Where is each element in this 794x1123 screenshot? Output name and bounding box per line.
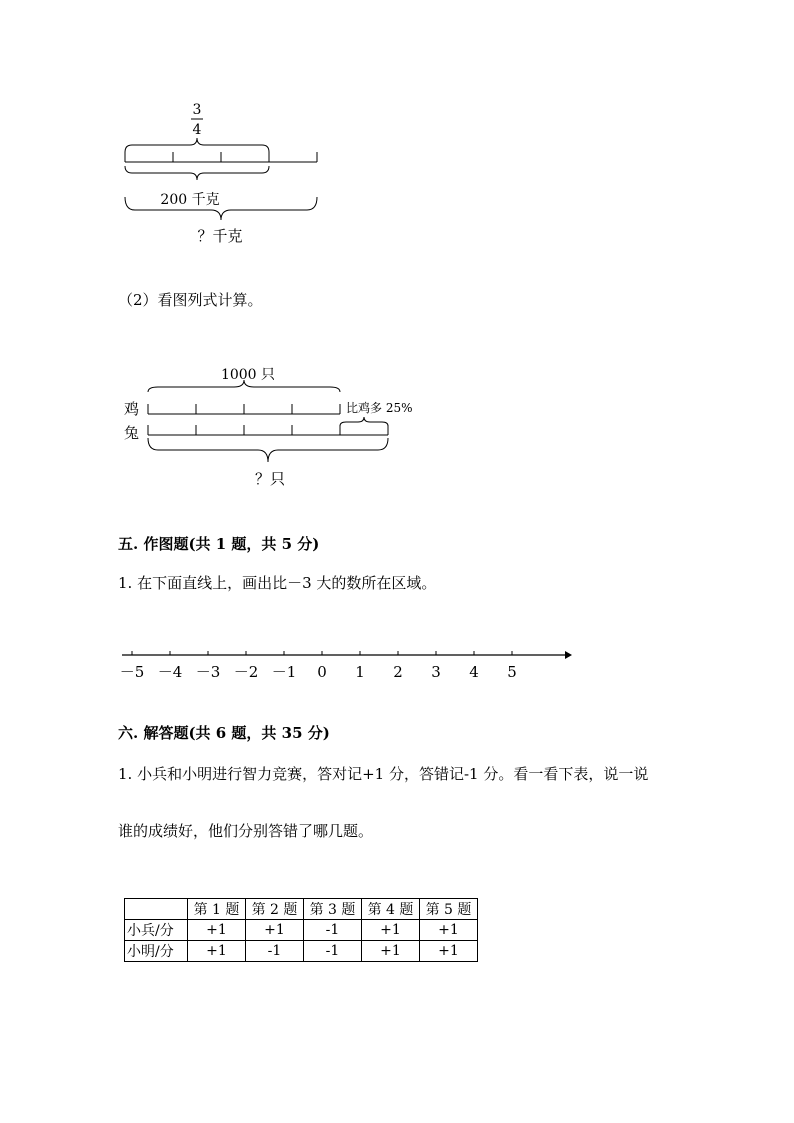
table-row bbox=[125, 920, 478, 941]
bottom-total-brace bbox=[125, 197, 317, 220]
number-line-label: －4 bbox=[157, 663, 183, 681]
table-cell: -1 bbox=[304, 941, 362, 962]
table-cell: +1 bbox=[362, 941, 420, 962]
table-header-row bbox=[125, 899, 478, 920]
number-line-label: －5 bbox=[119, 663, 145, 681]
table-cell: +1 bbox=[420, 920, 478, 941]
table-cell: 小明/分 bbox=[125, 941, 188, 962]
question-2-heading: （2）看图列式计算。 bbox=[118, 291, 263, 309]
top-brace bbox=[125, 138, 269, 152]
table-header-cell: 第 3 题 bbox=[304, 899, 362, 920]
diagram-weight bbox=[110, 90, 340, 250]
label-chicken: 鸡 bbox=[124, 400, 140, 418]
table-header-cell: 第 4 题 bbox=[362, 899, 420, 920]
label-200kg: 200 千克 bbox=[160, 192, 220, 208]
top-brace-chicken bbox=[148, 380, 340, 392]
number-line-label: 5 bbox=[507, 663, 517, 681]
number-line-label: －3 bbox=[195, 663, 221, 681]
score-table bbox=[124, 898, 478, 962]
arrow-head-icon bbox=[565, 651, 572, 659]
number-line-label: 1 bbox=[355, 663, 365, 681]
section-6-question-1-line-2: 谁的成绩好，他们分别答错了哪几题。 bbox=[118, 822, 374, 840]
table-cell: +1 bbox=[246, 920, 304, 941]
lower-small-brace bbox=[125, 166, 269, 180]
table-cell: +1 bbox=[362, 920, 420, 941]
table-header-cell: 第 2 题 bbox=[246, 899, 304, 920]
section-5-question-1: 1. 在下面直线上，画出比－3 大的数所在区域。 bbox=[118, 574, 437, 592]
number-line-label: 4 bbox=[469, 663, 479, 681]
number-line-label: 3 bbox=[431, 663, 441, 681]
diagram-chicken-rabbit bbox=[110, 360, 430, 495]
label-total-count: ？只 bbox=[254, 470, 286, 488]
label-extra-percent: 比鸡多 25% bbox=[346, 401, 413, 415]
table-header-cell: 第 5 题 bbox=[420, 899, 478, 920]
extra-brace bbox=[340, 417, 388, 426]
section-5-title: 五. 作图题(共 1 题，共 5 分) bbox=[118, 535, 320, 553]
label-rabbit: 兔 bbox=[124, 424, 140, 442]
table-cell: +1 bbox=[188, 941, 246, 962]
number-line bbox=[110, 640, 580, 690]
number-line-label: 0 bbox=[317, 663, 327, 681]
section-6-title: 六. 解答题(共 6 题，共 35 分) bbox=[118, 724, 330, 742]
table-header-cell: 第 1 题 bbox=[188, 899, 246, 920]
number-line-label: 2 bbox=[393, 663, 403, 681]
table-cell: -1 bbox=[304, 920, 362, 941]
label-total-kg: ？千克 bbox=[197, 227, 243, 245]
number-line-label: －2 bbox=[233, 663, 259, 681]
table-row bbox=[125, 941, 478, 962]
bottom-total-brace-rabbit bbox=[148, 438, 388, 462]
section-6-question-1-line-1: 1. 小兵和小明进行智力竞赛，答对记+1 分，答错记-1 分。看一看下表，说一说 bbox=[118, 765, 649, 783]
fraction-denominator: 4 bbox=[192, 122, 202, 138]
table-cell: +1 bbox=[420, 941, 478, 962]
table-cell: +1 bbox=[188, 920, 246, 941]
table-cell: -1 bbox=[246, 941, 304, 962]
fraction-numerator: 3 bbox=[192, 102, 202, 118]
table-cell: 小兵/分 bbox=[125, 920, 188, 941]
number-line-label: －1 bbox=[271, 663, 297, 681]
label-1000: 1000 只 bbox=[220, 367, 276, 383]
table-header-cell bbox=[125, 899, 188, 920]
